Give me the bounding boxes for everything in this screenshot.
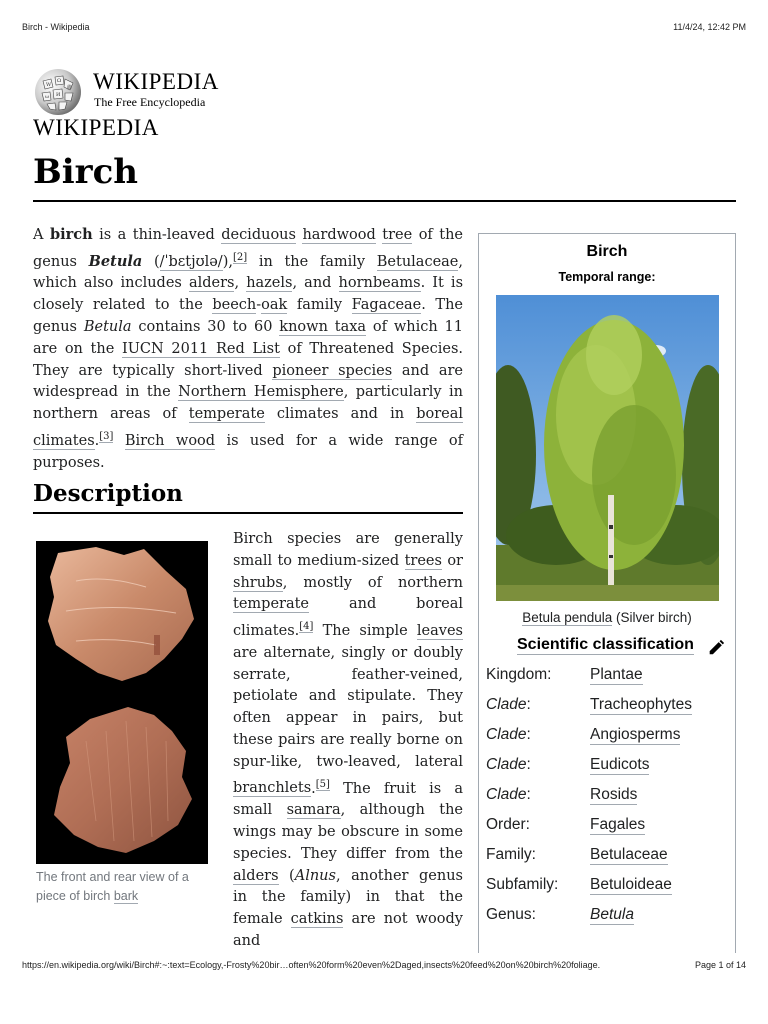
taxonomy-rank: Kingdom: — [486, 666, 552, 683]
figure-caption: The front and rear view of a piece of birch bark — [36, 870, 189, 903]
bold-term-betula: Betula — [88, 252, 143, 270]
taxonomy-value-link[interactable]: Plantae — [590, 666, 643, 683]
taxonomy-value-link[interactable]: Fagales — [590, 816, 646, 833]
print-header-timestamp: 11/4/24, 12:42 PM — [673, 22, 746, 32]
link-trees[interactable]: trees — [404, 552, 442, 569]
link-betulaceae[interactable]: Betulaceae — [376, 253, 459, 270]
logo-tagline: The Free Encyclopedia — [94, 95, 206, 109]
link-iucn-red-list[interactable]: IUCN 2011 Red List — [121, 340, 280, 357]
taxonomy-table — [486, 666, 730, 936]
link-hazels[interactable]: hazels — [246, 275, 293, 292]
link-alders-2[interactable]: alders — [233, 867, 279, 884]
taxonomy-row — [486, 786, 730, 816]
link-beech[interactable]: beech — [212, 297, 257, 314]
taxonomy-rank: Clade: — [486, 786, 531, 803]
taxonomy-rank-link[interactable]: Clade — [486, 696, 527, 713]
taxonomy-row — [486, 756, 730, 786]
link-temperate[interactable]: temperate — [188, 406, 265, 423]
taxonomy-row — [486, 696, 730, 726]
taxonomy-rank: Clade: — [486, 696, 531, 713]
infobox-title: Birch — [586, 243, 628, 260]
ref-5[interactable]: [5] — [315, 778, 330, 790]
site-logo[interactable] — [33, 67, 333, 117]
print-footer-page: Page 1 of 14 — [694, 960, 746, 970]
taxonomy-rank: Clade: — [486, 726, 531, 743]
taxonomy-rank-link[interactable]: Clade — [486, 756, 527, 773]
ref-3[interactable]: [3] — [99, 431, 114, 442]
link-birch-wood[interactable]: Birch wood — [124, 432, 216, 449]
taxonomy-rank: Family: — [486, 846, 536, 863]
infobox-image-caption: Betula pendula (Silver birch) — [522, 610, 692, 625]
taxonomy-value-link[interactable]: Eudicots — [590, 756, 650, 773]
infobox-temporal-range: Temporal range: — [558, 270, 656, 284]
birch-tree-photo[interactable] — [496, 295, 719, 601]
link-leaves[interactable]: leaves — [416, 623, 463, 640]
section-divider — [33, 512, 463, 514]
svg-text:Ω: Ω — [57, 78, 62, 84]
link-hardwood[interactable]: hardwood — [302, 227, 376, 243]
svg-text:W: W — [46, 82, 52, 88]
link-branchlets[interactable]: branchlets — [233, 780, 312, 797]
pencil-icon[interactable] — [707, 639, 725, 657]
taxonomy-row — [486, 876, 730, 906]
taxonomy-rank: Clade: — [486, 756, 531, 773]
link-alders[interactable]: alders — [188, 275, 235, 292]
logo-wordmark-secondary: WIKIPEDIA — [33, 115, 159, 140]
taxonomy-rank-link[interactable]: Clade — [486, 726, 527, 743]
svg-text:И: И — [56, 92, 61, 98]
link-deciduous[interactable]: deciduous — [221, 227, 296, 243]
print-footer-url[interactable]: https://en.wikipedia.org/wiki/Birch#:~:text=Ecology,-Frosty%20bir…often%20form%20even%2Daged,insects%20feed%20on%20birch%20foliage. — [22, 960, 601, 970]
link-northern-hemisphere[interactable]: Northern Hemisphere — [178, 384, 344, 401]
taxonomy-rank: Genus: — [486, 906, 536, 923]
ref-2[interactable]: [2] — [232, 251, 248, 263]
logo-wordmark: WIKIPEDIA — [93, 69, 219, 94]
infobox — [478, 233, 736, 953]
description-paragraph: Birch species are generally small to medium-sized trees or shrubs, mostly of northern temperate and boreal climates.[4] The simple leaves are alternate, singly or doubly serrate, feather-veined, petiolate and stipulate. They often appear in pairs, but these pairs are really borne on spur-like, two-leaved, lateral branchlets.[5] The fruit is a small samara, although the wings may be obscure in some species. They differ from the alders (Alnus, another genus in the family) in that the female catkins are not woody and — [233, 531, 463, 949]
taxonomy-row — [486, 816, 730, 846]
taxonomy-row — [486, 726, 730, 756]
bold-term-birch: birch — [49, 226, 93, 243]
svg-text:ω: ω — [45, 94, 50, 100]
taxonomy-rank: Order: — [486, 816, 530, 833]
link-fagaceae[interactable]: Fagaceae — [351, 297, 422, 314]
taxonomy-value-link[interactable]: Rosids — [590, 786, 638, 803]
taxonomy-row — [486, 846, 730, 876]
bark-photo[interactable] — [36, 541, 208, 864]
print-header-title: Birch - Wikipedia — [22, 22, 90, 32]
link-shrubs[interactable]: shrubs — [233, 574, 283, 591]
taxonomy-value-link[interactable]: Angiosperms — [590, 726, 681, 743]
bark-figure — [36, 541, 208, 906]
wikipedia-globe-icon — [33, 67, 83, 117]
ref-4[interactable]: [4] — [299, 621, 314, 633]
taxonomy-row — [486, 906, 730, 936]
taxonomy-row — [486, 666, 730, 696]
page-title: Birch — [33, 152, 138, 192]
link-temperate-2[interactable]: temperate — [233, 596, 310, 613]
taxonomy-value-link[interactable]: Betuloideae — [590, 876, 672, 893]
link-hornbeams[interactable]: hornbeams — [338, 275, 421, 292]
link-bark[interactable]: bark — [113, 889, 139, 903]
link-known-taxa[interactable]: known taxa — [279, 319, 367, 336]
link-oak[interactable]: oak — [261, 297, 288, 314]
link-boreal-climates[interactable]: boreal climates — [33, 406, 464, 449]
taxonomy-value-link[interactable]: Betulaceae — [590, 846, 668, 863]
taxonomy-rank-link[interactable]: Clade — [486, 786, 527, 803]
svg-text:維: 維 — [67, 85, 73, 91]
section-heading-description: Description — [33, 480, 183, 507]
link-pioneer-species[interactable]: pioneer species — [272, 362, 393, 379]
link-betula-pendula[interactable]: Betula pendula — [522, 610, 613, 625]
link-pronunciation[interactable]: /ˈbɛtjʊlə/ — [159, 253, 223, 270]
taxonomy-value-link[interactable]: Tracheophytes — [590, 696, 692, 713]
link-catkins[interactable]: catkins — [290, 911, 344, 928]
taxonomy-rank: Subfamily: — [486, 876, 559, 893]
title-divider — [33, 200, 736, 202]
link-tree[interactable]: tree — [382, 227, 413, 243]
taxonomy-value-link[interactable]: Betula — [590, 906, 634, 923]
scientific-classification-heading[interactable]: Scientific classification — [517, 636, 694, 653]
link-samara[interactable]: samara — [286, 802, 341, 819]
lead-paragraph: A birch is a thin-leaved deciduous hardwood tree of the genus Betula (/ˈbɛtjʊlə/),[2] in the family Betulaceae, which also includes alders, hazels, and hornbeams. It is closely related to the beech-oak family Fagaceae. The genus Betula contains 30 to 60 known taxa of which 11 are on the IUCN 2011 Red List of Threatened Species. They are typically short-lived pioneer species and are widespread in the Northern Hemisphere, particularly in northern areas of temperate climates and in boreal climates.[3] Birch wood is used for a wide range of purposes. — [33, 226, 464, 471]
